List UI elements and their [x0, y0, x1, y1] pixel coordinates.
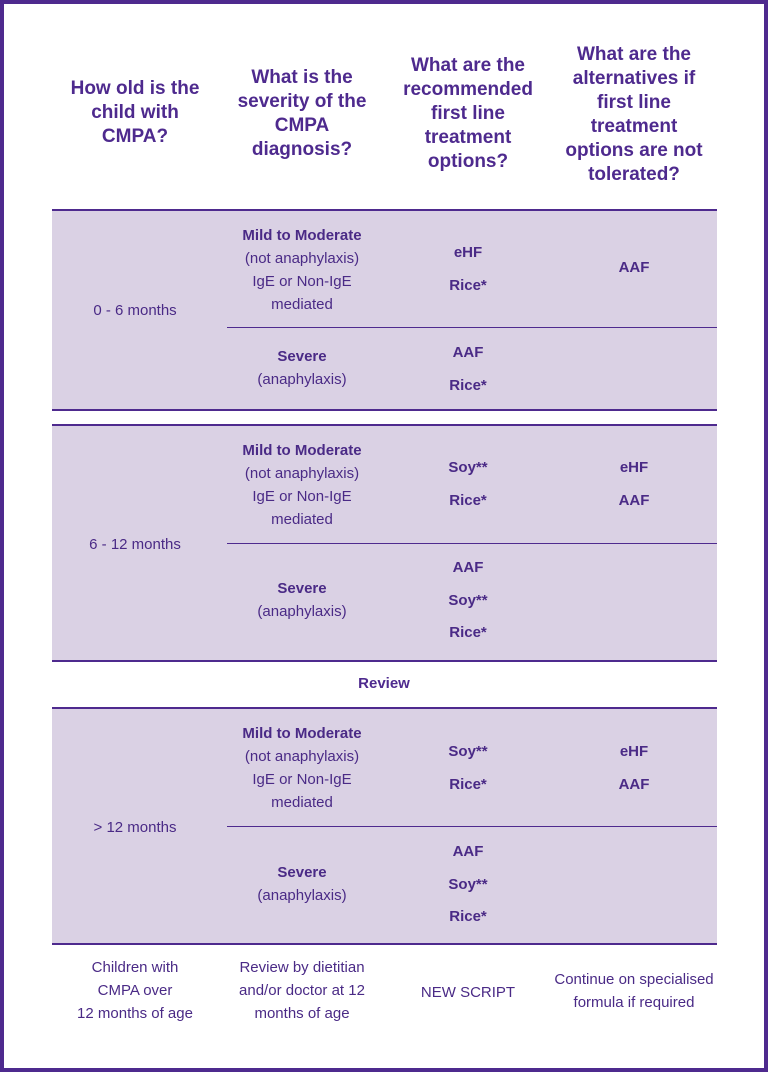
treatment-option: Rice*	[449, 376, 487, 394]
alternative-option: eHF	[619, 459, 649, 476]
alternative-option: AAF	[618, 491, 650, 509]
footer-line: CMPA over	[97, 982, 173, 999]
severity-title: Mild to Moderate	[242, 227, 362, 244]
age-label: > 12 months	[93, 819, 177, 836]
footer-line: Continue on specialised	[554, 971, 714, 988]
first-line-cell	[392, 237, 544, 302]
footer-line: formula if required	[573, 994, 695, 1011]
treatment-option: Rice*	[449, 624, 487, 641]
severity-line: IgE or Non-IgE	[252, 771, 352, 788]
age-label: 6 - 12 months	[89, 536, 181, 553]
treatment-option: Soy**	[448, 591, 488, 609]
treatment-option: Rice*	[449, 908, 487, 925]
review-label: Review	[358, 675, 410, 692]
first-line-cell	[392, 736, 544, 801]
footer-line: Children with	[91, 959, 179, 976]
severity-line: (anaphylaxis)	[257, 887, 347, 904]
age-label: 0 - 6 months	[93, 302, 177, 319]
severity-title: Mild to Moderate	[242, 442, 362, 459]
severity-title: Severe	[277, 864, 327, 881]
alternative-option: eHF	[619, 743, 649, 760]
severity-title: Severe	[277, 580, 327, 597]
severity-cell	[228, 861, 376, 907]
severity-line: mediated	[271, 296, 333, 313]
alternatives-cell	[552, 452, 716, 517]
treatment-option: eHF	[453, 244, 483, 261]
header-severity: What is the severity of the CMPA diagnosis?	[237, 67, 367, 160]
severity-cell	[228, 722, 376, 814]
footer-line: months of age	[254, 1005, 350, 1022]
treatment-option: Rice*	[449, 276, 487, 294]
footer-severity	[220, 956, 384, 1025]
severity-line: (not anaphylaxis)	[244, 748, 360, 765]
first-line-cell	[392, 836, 544, 934]
row-divider	[227, 826, 717, 827]
severity-line: (not anaphylaxis)	[244, 465, 360, 482]
row-divider	[227, 327, 717, 328]
severity-line: IgE or Non-IgE	[252, 488, 352, 505]
first-line-cell	[392, 337, 544, 402]
footer-line: 12 months of age	[77, 1005, 193, 1022]
treatment-option: AAF	[452, 843, 484, 860]
header-first-line: What are the recommended first line treatment options?	[403, 55, 533, 172]
alternative-option: AAF	[618, 775, 650, 793]
severity-line: (anaphylaxis)	[257, 603, 347, 620]
footer-age	[52, 956, 218, 1025]
treatment-option: AAF	[452, 344, 484, 361]
header-age: How old is the child with CMPA?	[70, 78, 200, 147]
alternative-option: AAF	[618, 259, 650, 276]
severity-cell	[228, 577, 376, 623]
footer-line: Review by dietitian	[239, 959, 365, 976]
footer-line: and/or doctor at 12	[239, 982, 365, 999]
severity-cell	[228, 345, 376, 391]
severity-title: Mild to Moderate	[242, 725, 362, 742]
first-line-cell	[392, 552, 544, 650]
alternatives-cell	[552, 252, 716, 285]
alternatives-cell	[552, 736, 716, 801]
footer-alternatives	[544, 968, 724, 1014]
severity-line: mediated	[271, 794, 333, 811]
first-line-cell	[392, 452, 544, 517]
treatment-option: Soy**	[448, 743, 488, 760]
treatment-option: Rice*	[449, 491, 487, 509]
footer-line: NEW SCRIPT	[420, 984, 516, 1001]
severity-cell	[228, 224, 376, 316]
row-divider	[227, 543, 717, 544]
treatment-option: Soy**	[448, 459, 488, 476]
severity-title: Severe	[277, 348, 327, 365]
severity-line: mediated	[271, 511, 333, 528]
severity-line: IgE or Non-IgE	[252, 273, 352, 290]
severity-line: (anaphylaxis)	[257, 371, 347, 388]
severity-cell	[228, 439, 376, 531]
severity-line: (not anaphylaxis)	[244, 250, 360, 267]
footer-first-line	[392, 981, 544, 1004]
header-alternatives: What are the alternatives if first line treatment options are not tolerated?	[565, 44, 703, 185]
treatment-option: AAF	[452, 559, 484, 576]
treatment-option: Soy**	[448, 875, 488, 893]
treatment-option: Rice*	[449, 775, 487, 793]
